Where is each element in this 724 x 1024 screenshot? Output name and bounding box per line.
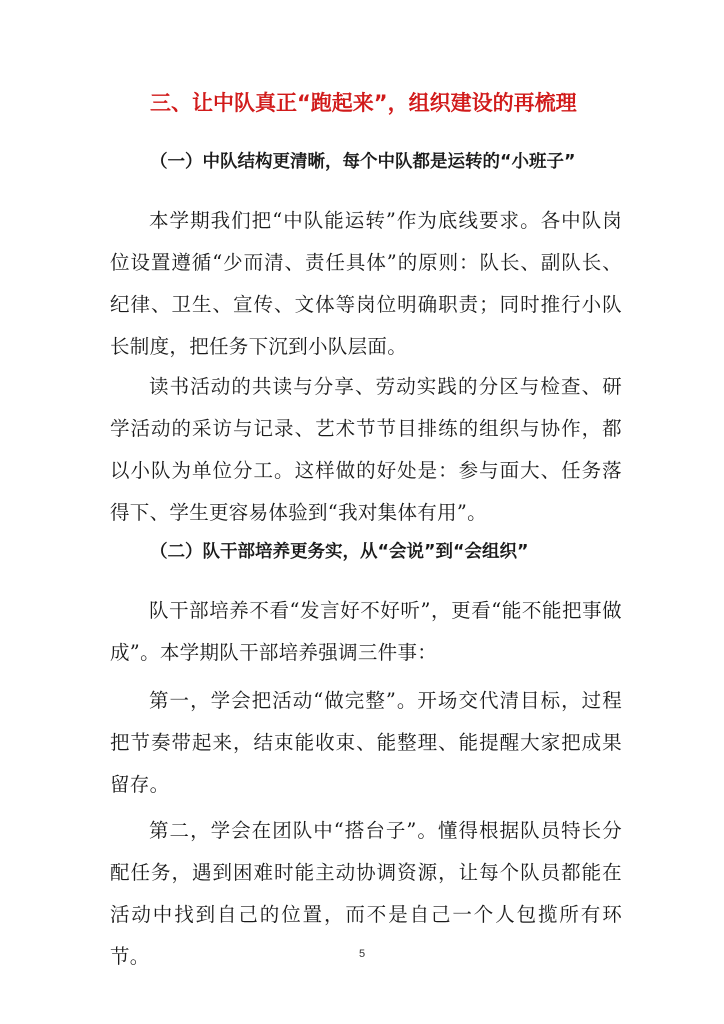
section-heading-2: （二）队干部培养更务实，从“会说”到“会组织” [150, 542, 529, 562]
page-number: 5 [358, 948, 366, 960]
paragraph: 队干部培养不看“发言好不好听”，更看“能不能把事做成”。本学期队干部培养强调三件事： [110, 599, 622, 664]
section-heading-1: （一）中队结构更清晰，每个中队都是运转的“小班子” [150, 152, 576, 172]
paragraph: 读书活动的共读与分享、劳动实践的分区与检查、研学活动的采访与记录、艺术节节目排练的组织与协作，都以小队为单位分工。这样做的好处是：参与面大、任务落得下、学生更容易体验到“我对集体有用”。 [110, 375, 622, 524]
paragraph: 第二，学会在团队中“搭台子”。懂得根据队员特长分配任务，遇到困难时能主动协调资源，让每个队员都能在活动中找到自己的位置，而不是自己一个人包揽所有环节。 [110, 819, 622, 968]
paragraph: 本学期我们把“中队能运转”作为底线要求。各中队岗位设置遵循“少而清、责任具体”的原则：队长、副队长、纪律、卫生、宣传、文体等岗位明确职责；同时推行小队长制度，把任务下沉到小队层面。 [110, 209, 622, 358]
paragraph: 第一，学会把活动“做完整”。开场交代清目标，过程把节奏带起来，结束能收束、能整理、能提醒大家把成果留存。 [110, 689, 622, 796]
chapter-title: 三、让中队真正“跑起来”，组织建设的再梳理 [150, 91, 577, 115]
